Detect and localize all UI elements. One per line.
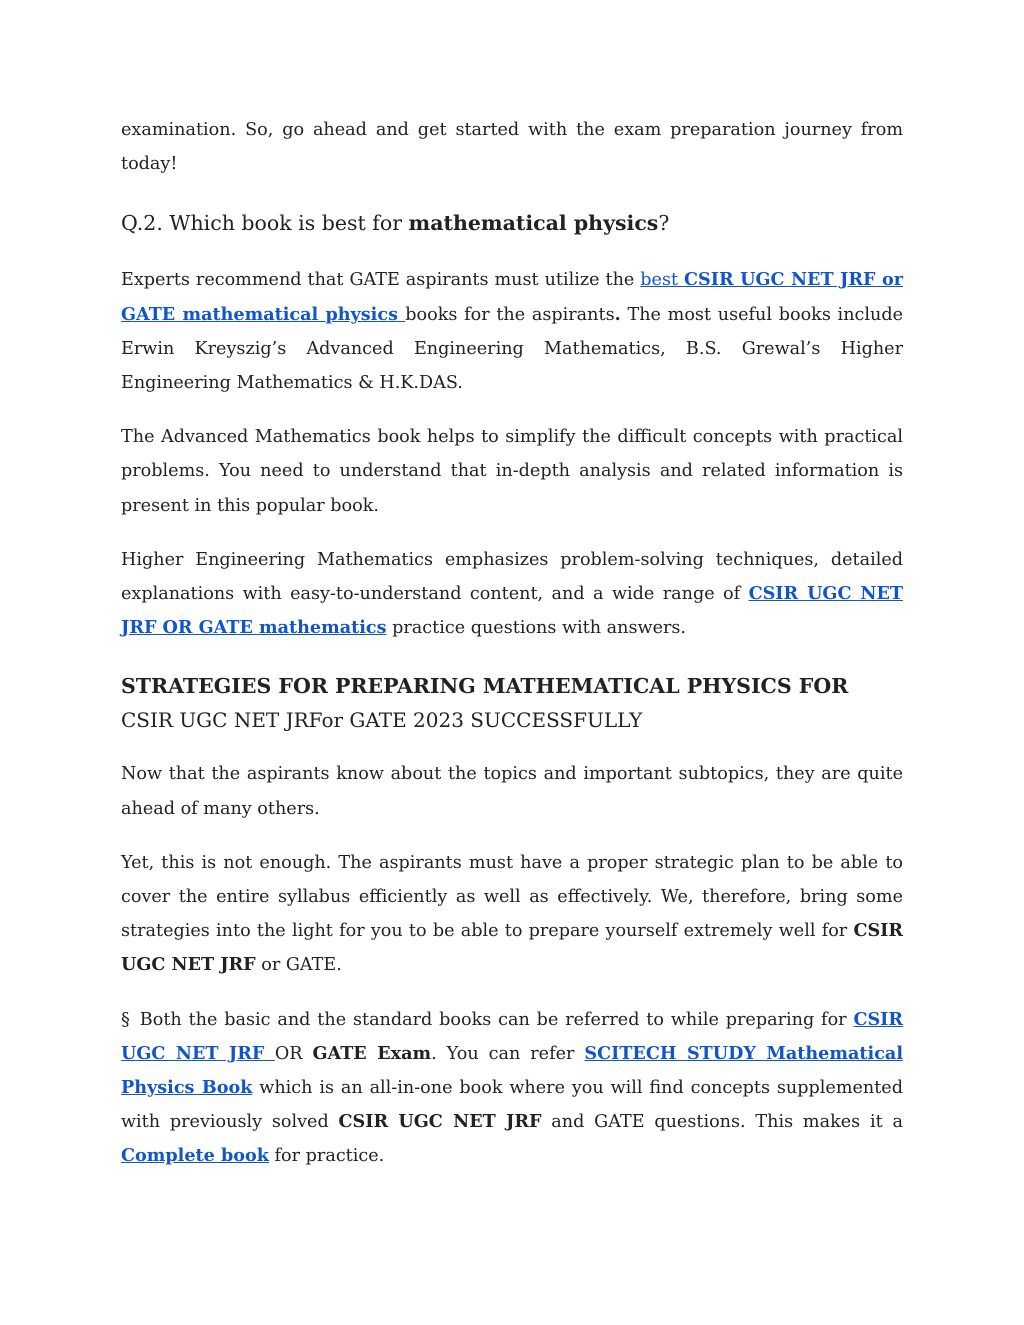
strategy-plan-text-1: Yet, this is not enough. The aspirants must have a proper strategic plan to be able to cover the entire syllabus efficiently as well as effectively. We, therefore, bring some strategies into the light for you to be able to prepare yourself extremely well for — [121, 852, 903, 942]
strategy-plan-text-2: or GATE. — [255, 955, 342, 976]
scitech-study-book-link[interactable]: SCITECH STUDY Mathematical Physics Book — [121, 1042, 903, 1099]
experts-text-1: Experts recommend that GATE aspirants must utilize the — [121, 270, 641, 291]
strategies-heading — [121, 667, 903, 705]
higher-eng-text-1: Higher Engineering Mathematics emphasizes problem-solving techniques, detailed explanations with easy-to-understand content, and a wide range of — [121, 549, 903, 605]
bullet-text-2: OR — [274, 1043, 313, 1064]
experts-paragraph — [121, 263, 903, 400]
question-heading — [121, 209, 903, 237]
strategies-heading-rest: CSIR UGC NET JRFor GATE 2023 SUCCESSFULLY — [121, 708, 643, 733]
csir-gate-mathematics-link[interactable]: CSIR UGC NET JRF OR GATE mathematics — [121, 583, 903, 639]
section-bullet-icon: § — [121, 1009, 130, 1030]
advanced-math-paragraph — [121, 420, 903, 523]
document-page — [121, 113, 903, 1174]
intro-text: examination. So, go ahead and get started with the exam preparation journey from today! — [121, 120, 903, 175]
bullet-paragraph — [121, 1003, 903, 1174]
bullet-text-6: for practice. — [268, 1146, 385, 1167]
topics-text: Now that the aspirants know about the topics and important subtopics, they are quite ahead of many others. — [121, 764, 903, 819]
topics-paragraph — [121, 757, 903, 825]
experts-period: . — [614, 303, 621, 325]
bullet-text-4: which is an all-in-one book where you will find concepts supplemented with previously solved — [121, 1078, 903, 1133]
experts-text-2: books for the aspirants — [405, 304, 615, 325]
question-suffix: ? — [658, 211, 670, 236]
higher-eng-paragraph — [121, 543, 903, 646]
advanced-math-text: The Advanced Mathematics book helps to simplify the difficult concepts with practical problems. You need to understand that in-depth analysis and related information is present in this popular book. — [121, 427, 903, 516]
complete-book-link[interactable]: Complete book — [121, 1145, 269, 1167]
question-prefix: Q.2. Which book is best for — [121, 211, 409, 236]
bullet-text-5: and GATE questions. This makes it a — [541, 1112, 903, 1133]
experts-text-3: The most useful books include Erwin Kreyszig’s Advanced Engineering Mathematics, B.S. Grewal’s Higher Engineering Mathematics & H.K.DAS. — [121, 304, 904, 394]
bullet-text-1: Both the basic and the standard books can be referred to while preparing for — [139, 1009, 854, 1030]
strategy-plan-bold: CSIR UGC NET JRF — [121, 920, 903, 976]
csir-gate-mathematical-physics-link[interactable]: CSIR UGC NET JRF or GATE mathematical physics — [121, 269, 903, 325]
best-link[interactable]: best — [640, 270, 685, 291]
strategies-heading-bold: STRATEGIES FOR PREPARING MATHEMATICAL PHYSICS FOR — [121, 674, 849, 699]
csir-ugc-net-jrf-link[interactable]: CSIR UGC NET JRF — [121, 1008, 903, 1064]
higher-eng-text-2: practice questions with answers. — [386, 618, 687, 639]
intro-paragraph — [121, 113, 903, 181]
strategy-plan-paragraph — [121, 846, 903, 983]
question-bold: mathematical physics — [408, 211, 659, 236]
strategies-heading-line-2 — [121, 705, 903, 735]
csir-ugc-net-jrf-bold: CSIR UGC NET JRF — [338, 1111, 542, 1133]
bullet-text-3: . You can refer — [431, 1043, 585, 1064]
gate-exam-bold: GATE Exam — [312, 1042, 432, 1064]
